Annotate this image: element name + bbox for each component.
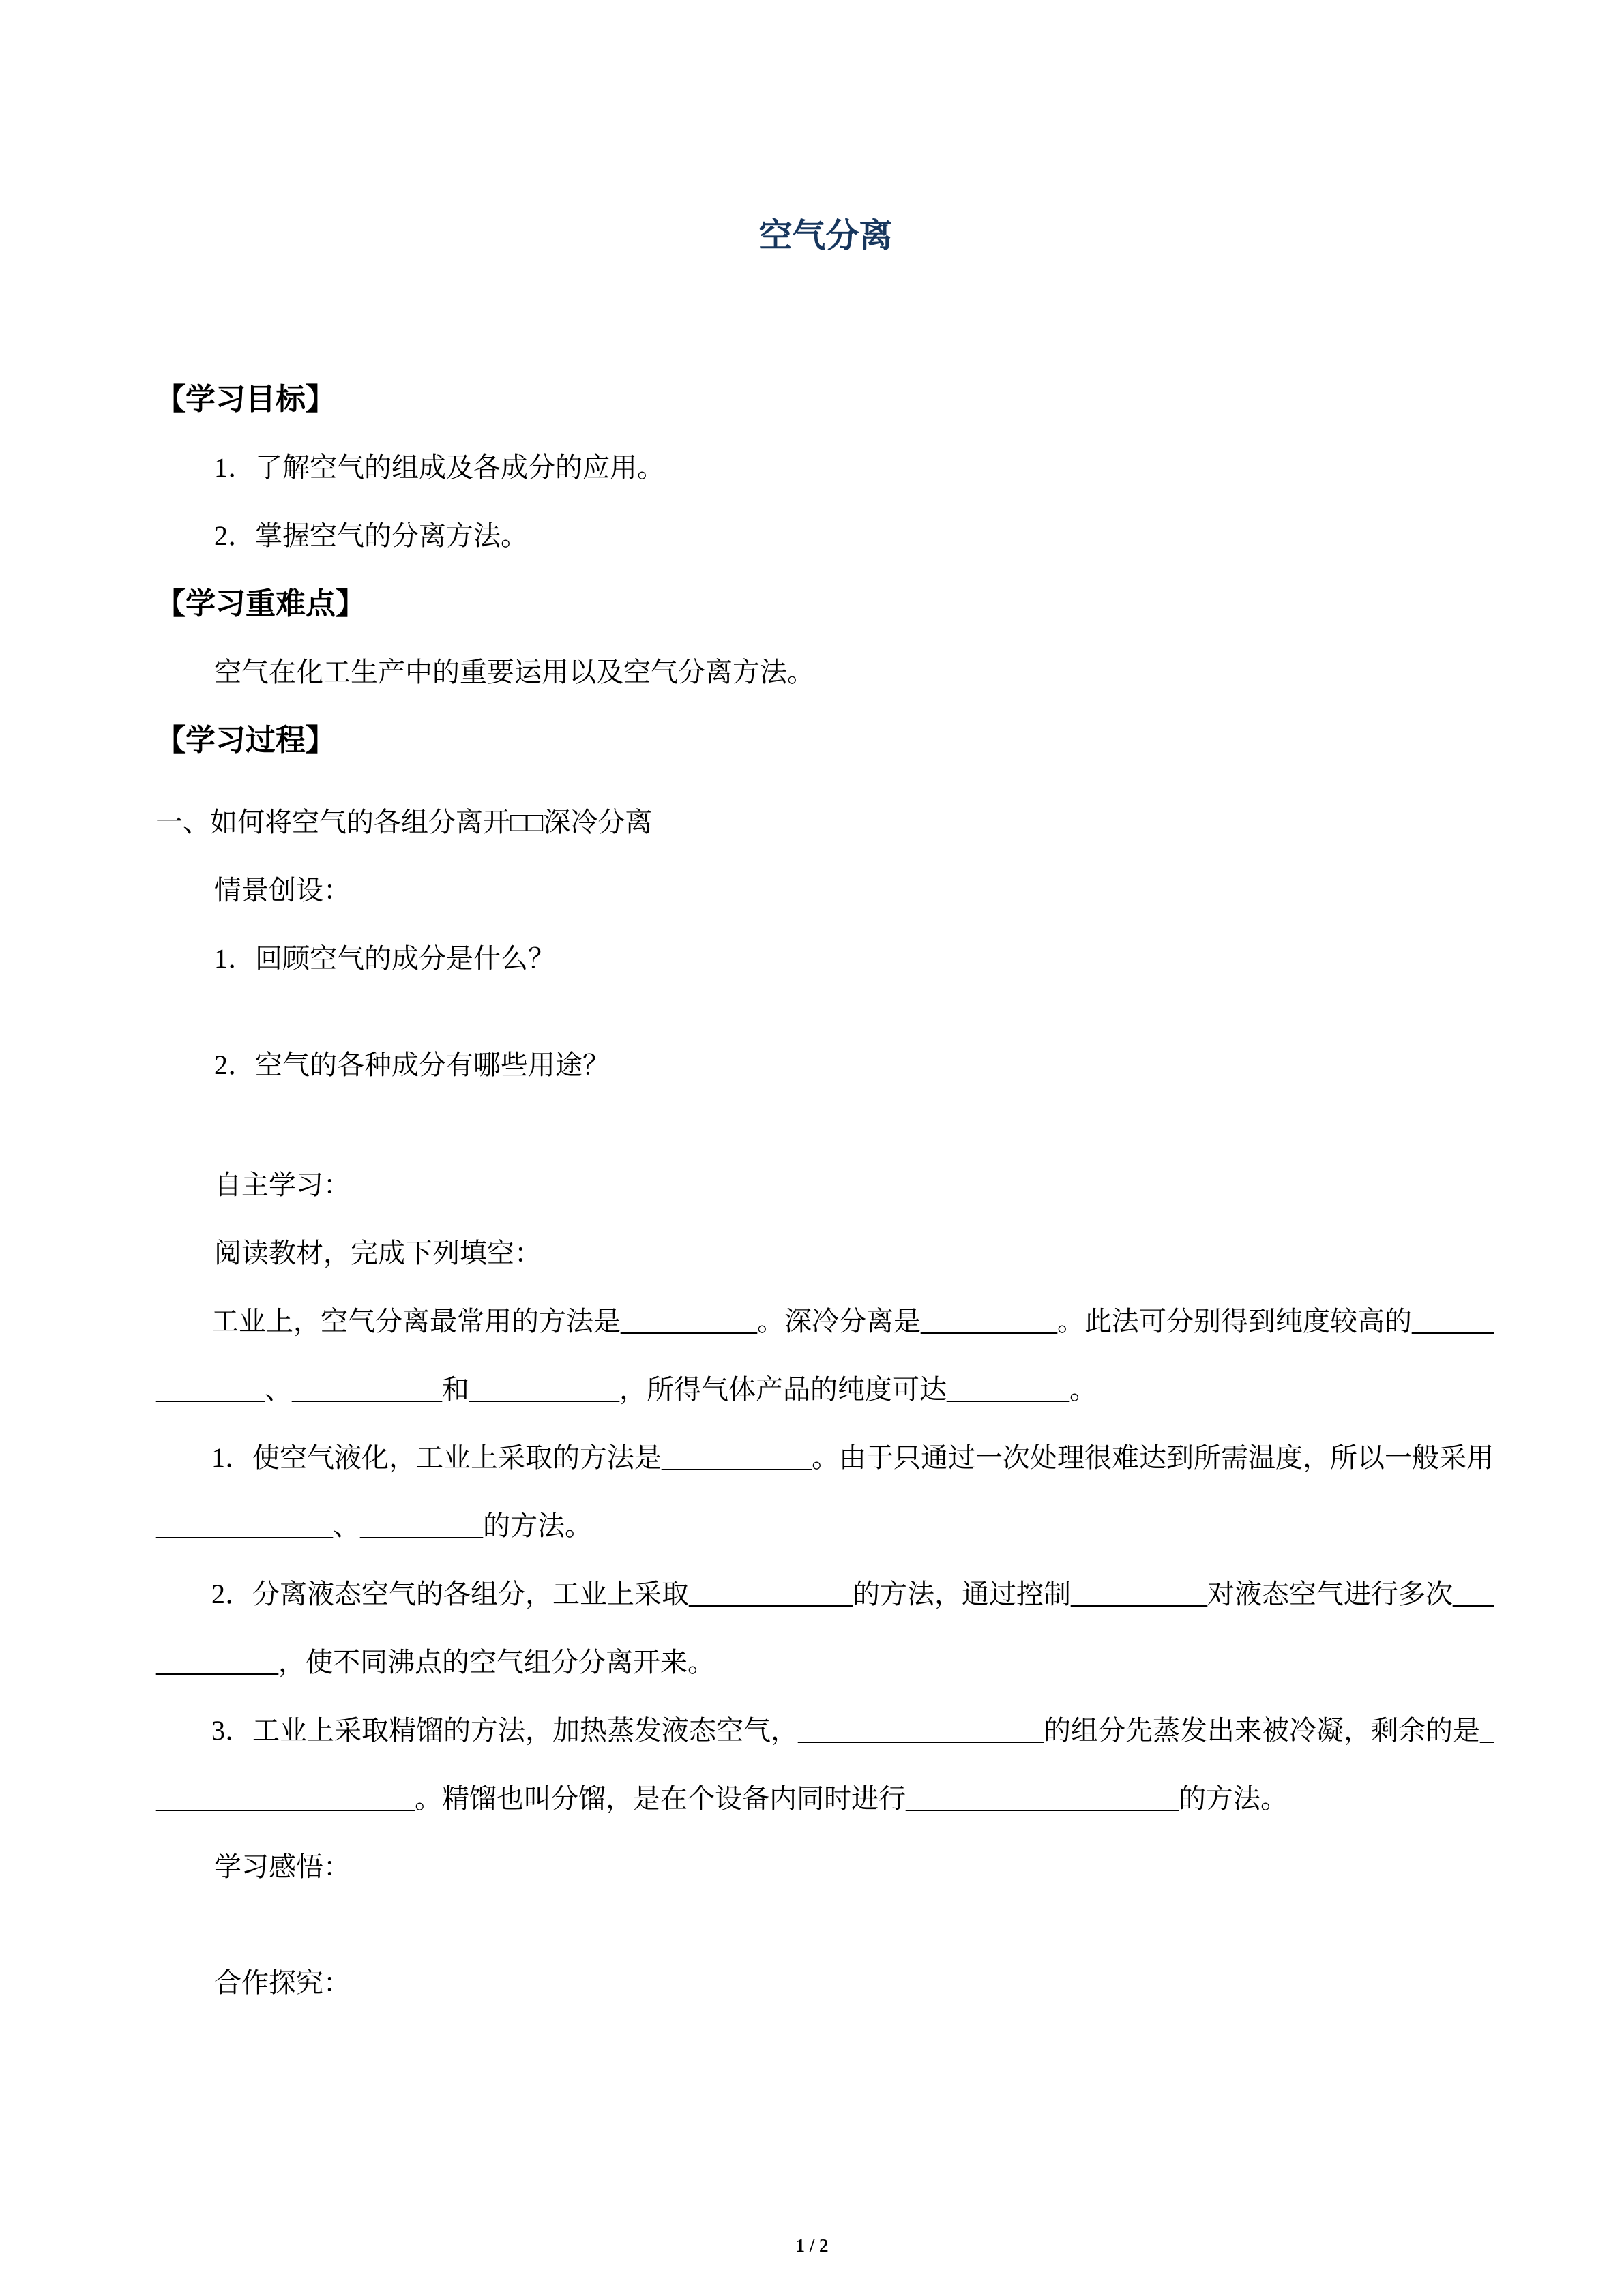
self-study-label: 自主学习： [214,1169,351,1200]
heading-process: 【学习过程】 [156,724,336,757]
key-points-body: 空气在化工生产中的重要运用以及空气分离方法。 [214,657,814,687]
objective-item-1: 1．了解空气的组成及各成分的应用。 [214,452,664,483]
heading-key-points: 【学习重难点】 [156,587,366,621]
scenario-label: 情景创设： [214,875,351,906]
process-topic: 一、如何将空气的各组分离开□□深冷分离 [156,807,653,837]
objective-item-2: 2．掌握空气的分离方法。 [214,520,528,551]
heading-objectives: 【学习目标】 [156,383,336,416]
page-number: 1 / 2 [795,2235,829,2256]
fill-in-paragraph-3: 2．分离液态空气的各组分，工业上采取____________的方法，通过控制__________对液态空气进行多次____________，使不同沸点的空气组分分离开来。 [156,1579,1494,1678]
scenario-question-2: 2．空气的各种成分有哪些用途？ [214,1049,610,1080]
cooperation-label: 合作探究： [214,1967,351,1998]
fill-in-paragraph-2: 1．使空气液化，工业上采取的方法是___________。由于只通过一次处理很难达到所需温度，所以一般采用_____________、_________的方法。 [156,1442,1494,1541]
scenario-question-1: 1．回顾空气的成分是什么？ [214,943,555,974]
fill-in-paragraph-4: 3．工业上采取精馏的方法，加热蒸发液态空气，__________________的组分先蒸发出来被冷凝，剩余的是____________________。精馏也叫分馏，是在个设备内同时进行____________________的方法。 [156,1715,1494,1814]
reflection-label: 学习感悟： [214,1851,351,1882]
fill-in-paragraph-1: 工业上，空气分离最常用的方法是__________。深冷分离是__________。此法可分别得到纯度较高的______________、___________和___________，所得气体产品的纯度可达_________。 [156,1306,1494,1405]
self-study-intro: 阅读教材，完成下列填空： [214,1238,542,1268]
document-title: 空气分离 [758,217,893,254]
